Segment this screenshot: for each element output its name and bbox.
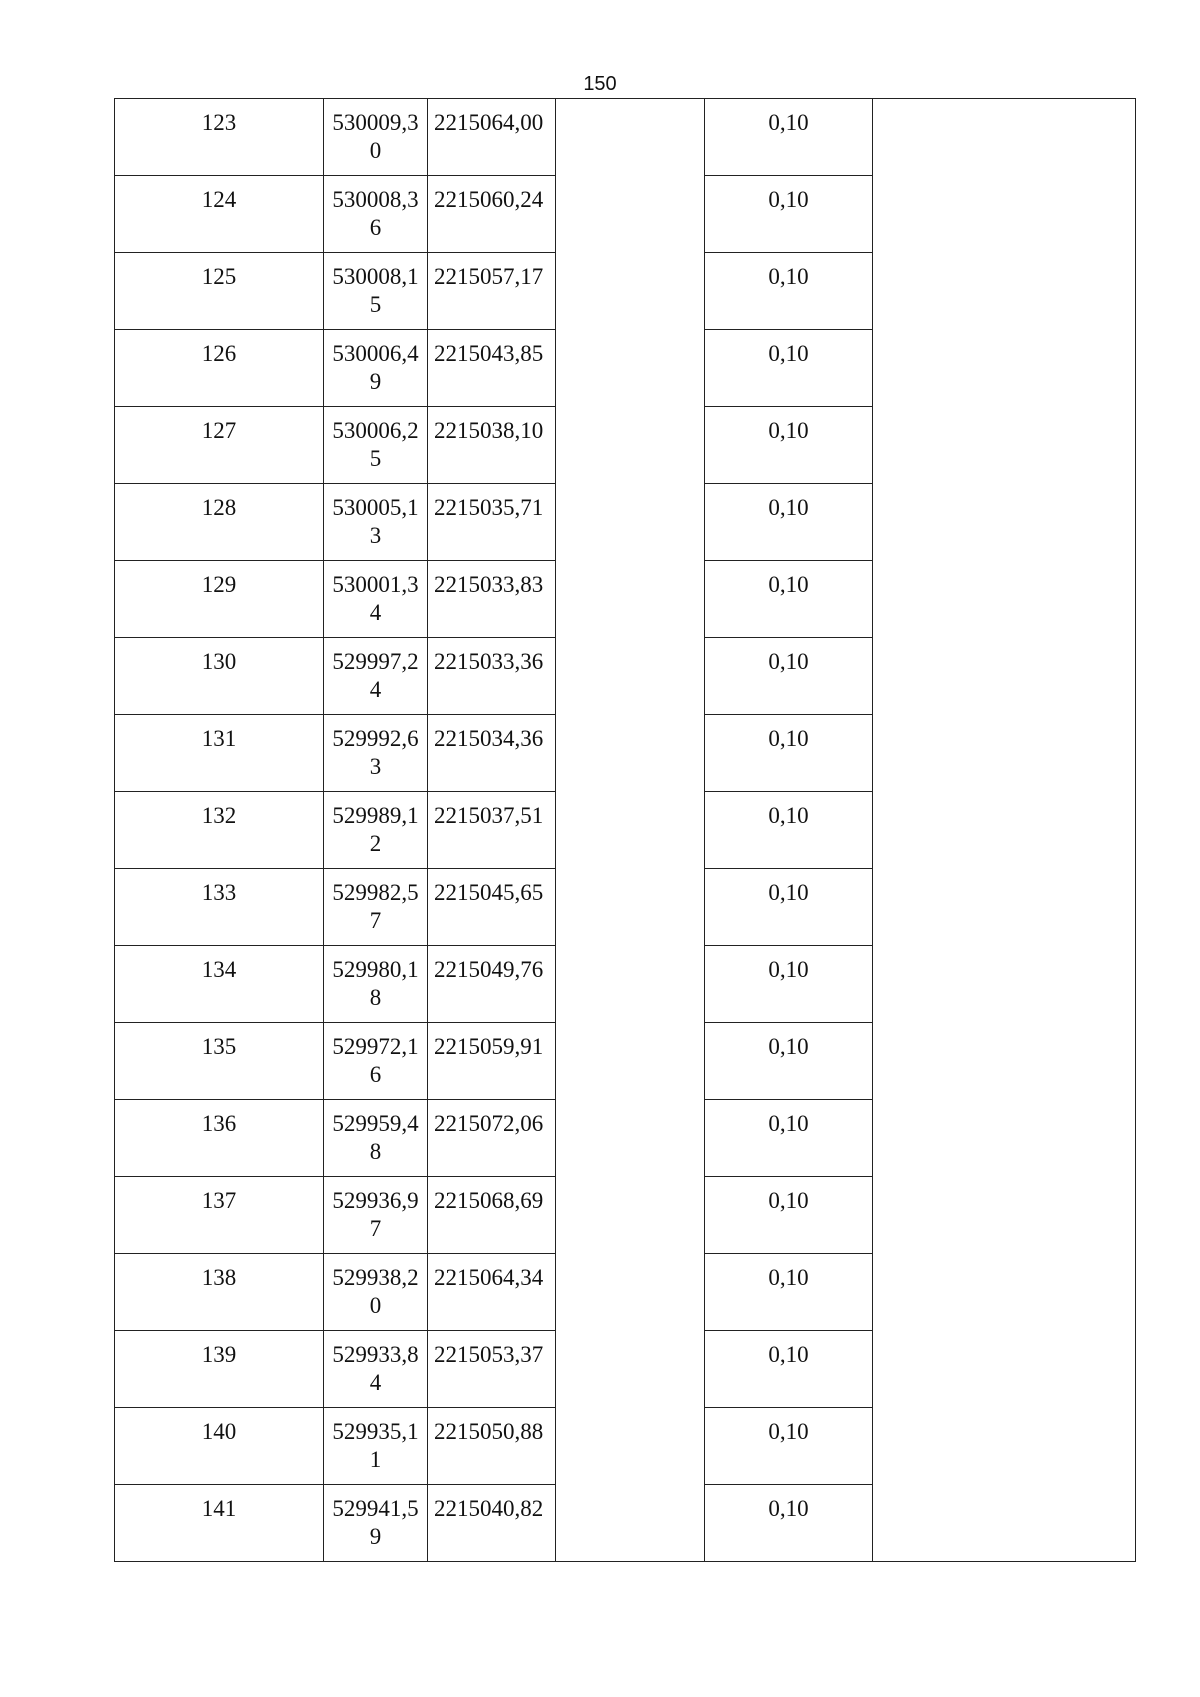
x-coordinate-cell-text: 530008,36 [332,187,419,240]
x-coordinate-cell [324,1408,428,1485]
y-coordinate-cell [428,715,556,792]
y-coordinate-cell [428,407,556,484]
y-coordinate-cell-text: 2215060,24 [434,187,544,212]
x-coordinate-cell [324,484,428,561]
point-number-cell [115,330,324,407]
x-coordinate-cell-text: 530001,34 [332,572,419,625]
error-cell [705,1100,873,1177]
y-coordinate-cell [428,1254,556,1331]
point-number-cell-text: 137 [201,1188,237,1213]
x-coordinate-cell-text: 529997,24 [332,649,419,702]
point-number-cell [115,484,324,561]
x-coordinate-cell-text: 529980,18 [332,957,419,1010]
x-coordinate-cell-text: 529989,12 [332,803,419,856]
point-number-cell-text: 133 [201,880,237,905]
y-coordinate-cell [428,1177,556,1254]
error-cell-text: 0,10 [768,1342,809,1367]
error-cell [705,1254,873,1331]
y-coordinate-cell-text: 2215038,10 [434,418,544,443]
table-body [115,99,1136,1562]
x-coordinate-cell-text: 530006,49 [332,341,419,394]
point-number-cell-text: 123 [201,110,237,135]
error-cell [705,946,873,1023]
point-number-cell [115,561,324,638]
point-number-cell-text: 135 [201,1034,237,1059]
point-number-cell-text: 132 [201,803,237,828]
x-coordinate-cell [324,1331,428,1408]
point-number-cell [115,1177,324,1254]
point-number-cell [115,407,324,484]
x-coordinate-cell-text: 529959,48 [332,1111,419,1164]
error-cell [705,99,873,176]
error-cell [705,1177,873,1254]
point-number-cell-text: 130 [201,649,237,674]
error-cell [705,1485,873,1562]
y-coordinate-cell [428,1023,556,1100]
point-number-cell-text: 124 [201,187,237,212]
point-number-cell-text: 139 [201,1342,237,1367]
error-cell-text: 0,10 [768,649,809,674]
error-cell [705,484,873,561]
point-number-cell-text: 126 [201,341,237,366]
x-coordinate-cell [324,407,428,484]
x-coordinate-cell [324,1100,428,1177]
point-number-cell [115,1100,324,1177]
y-coordinate-cell [428,1485,556,1562]
point-number-cell [115,638,324,715]
point-number-cell [115,869,324,946]
x-coordinate-cell [324,638,428,715]
point-number-cell-text: 134 [201,957,237,982]
x-coordinate-cell-text: 529982,57 [332,880,419,933]
error-cell [705,638,873,715]
error-cell [705,253,873,330]
error-cell-text: 0,10 [768,264,809,289]
error-cell-text: 0,10 [768,1188,809,1213]
x-coordinate-cell-text: 530005,13 [332,495,419,548]
page-number: 150 [583,73,617,95]
point-number-cell [115,1254,324,1331]
y-coordinate-cell [428,792,556,869]
y-coordinate-cell [428,1100,556,1177]
error-cell-text: 0,10 [768,880,809,905]
x-coordinate-cell [324,176,428,253]
point-number-cell-text: 129 [201,572,237,597]
point-number-cell-text: 127 [201,418,237,443]
y-coordinate-cell [428,99,556,176]
coordinates-table [114,98,1136,1562]
error-cell-text: 0,10 [768,1419,809,1444]
point-number-cell [115,715,324,792]
x-coordinate-cell [324,946,428,1023]
x-coordinate-cell-text: 530009,30 [332,110,419,163]
point-number-cell-text: 125 [201,264,237,289]
y-coordinate-cell [428,561,556,638]
y-coordinate-cell-text: 2215043,85 [434,341,544,366]
error-cell-text: 0,10 [768,957,809,982]
x-coordinate-cell-text: 529936,97 [332,1188,419,1241]
empty-merged-cell [556,99,705,1562]
y-coordinate-cell [428,946,556,1023]
error-cell-text: 0,10 [768,110,809,135]
error-cell [705,792,873,869]
error-cell [705,715,873,792]
error-cell [705,330,873,407]
x-coordinate-cell [324,715,428,792]
y-coordinate-cell-text: 2215059,91 [434,1034,544,1059]
point-number-cell [115,176,324,253]
error-cell [705,407,873,484]
point-number-cell-text: 138 [201,1265,237,1290]
x-coordinate-cell [324,869,428,946]
x-coordinate-cell-text: 529935,11 [332,1419,419,1472]
error-cell-text: 0,10 [768,1034,809,1059]
y-coordinate-cell-text: 2215034,36 [434,726,544,751]
y-coordinate-cell-text: 2215045,65 [434,880,544,905]
point-number-cell-text: 136 [201,1111,237,1136]
x-coordinate-cell [324,792,428,869]
x-coordinate-cell [324,330,428,407]
y-coordinate-cell [428,1408,556,1485]
x-coordinate-cell [324,561,428,638]
error-cell-text: 0,10 [768,1265,809,1290]
y-coordinate-cell [428,484,556,561]
y-coordinate-cell-text: 2215072,06 [434,1111,544,1136]
x-coordinate-cell [324,1177,428,1254]
point-number-cell [115,1331,324,1408]
error-cell-text: 0,10 [768,572,809,597]
y-coordinate-cell-text: 2215050,88 [434,1419,544,1444]
x-coordinate-cell-text: 530006,25 [332,418,419,471]
x-coordinate-cell-text: 529938,20 [332,1265,419,1318]
point-number-cell [115,253,324,330]
error-cell [705,561,873,638]
point-number-cell [115,99,324,176]
point-number-cell [115,946,324,1023]
error-cell [705,869,873,946]
y-coordinate-cell-text: 2215053,37 [434,1342,544,1367]
y-coordinate-cell [428,1331,556,1408]
point-number-cell [115,1485,324,1562]
y-coordinate-cell-text: 2215064,34 [434,1265,544,1290]
error-cell-text: 0,10 [768,341,809,366]
error-cell [705,1408,873,1485]
error-cell [705,1023,873,1100]
point-number-cell-text: 140 [201,1419,237,1444]
y-coordinate-cell-text: 2215049,76 [434,957,544,982]
error-cell-text: 0,10 [768,726,809,751]
x-coordinate-cell-text: 529941,59 [332,1496,419,1549]
x-coordinate-cell [324,1485,428,1562]
error-cell-text: 0,10 [768,1111,809,1136]
table-row [115,99,1136,176]
error-cell-text: 0,10 [768,418,809,443]
x-coordinate-cell-text: 529972,16 [332,1034,419,1087]
error-cell-text: 0,10 [768,495,809,520]
y-coordinate-cell-text: 2215068,69 [434,1188,544,1213]
y-coordinate-cell-text: 2215040,82 [434,1496,544,1521]
y-coordinate-cell [428,330,556,407]
y-coordinate-cell-text: 2215064,00 [434,110,544,135]
error-cell-text: 0,10 [768,803,809,828]
point-number-cell-text: 128 [201,495,237,520]
y-coordinate-cell [428,638,556,715]
x-coordinate-cell [324,1254,428,1331]
x-coordinate-cell [324,99,428,176]
y-coordinate-cell-text: 2215035,71 [434,495,544,520]
error-cell-text: 0,10 [768,187,809,212]
x-coordinate-cell-text: 529933,84 [332,1342,419,1395]
error-cell [705,1331,873,1408]
point-number-cell [115,1408,324,1485]
error-cell-text: 0,10 [768,1496,809,1521]
y-coordinate-cell-text: 2215033,83 [434,572,544,597]
point-number-cell [115,1023,324,1100]
x-coordinate-cell [324,253,428,330]
y-coordinate-cell-text: 2215033,36 [434,649,544,674]
y-coordinate-cell [428,869,556,946]
point-number-cell-text: 131 [201,726,237,751]
note-merged-cell [873,99,1136,1562]
x-coordinate-cell-text: 530008,15 [332,264,419,317]
y-coordinate-cell-text: 2215057,17 [434,264,544,289]
point-number-cell-text: 141 [201,1496,237,1521]
y-coordinate-cell [428,253,556,330]
x-coordinate-cell-text: 529992,63 [332,726,419,779]
error-cell [705,176,873,253]
y-coordinate-cell-text: 2215037,51 [434,803,544,828]
point-number-cell [115,792,324,869]
y-coordinate-cell [428,176,556,253]
x-coordinate-cell [324,1023,428,1100]
